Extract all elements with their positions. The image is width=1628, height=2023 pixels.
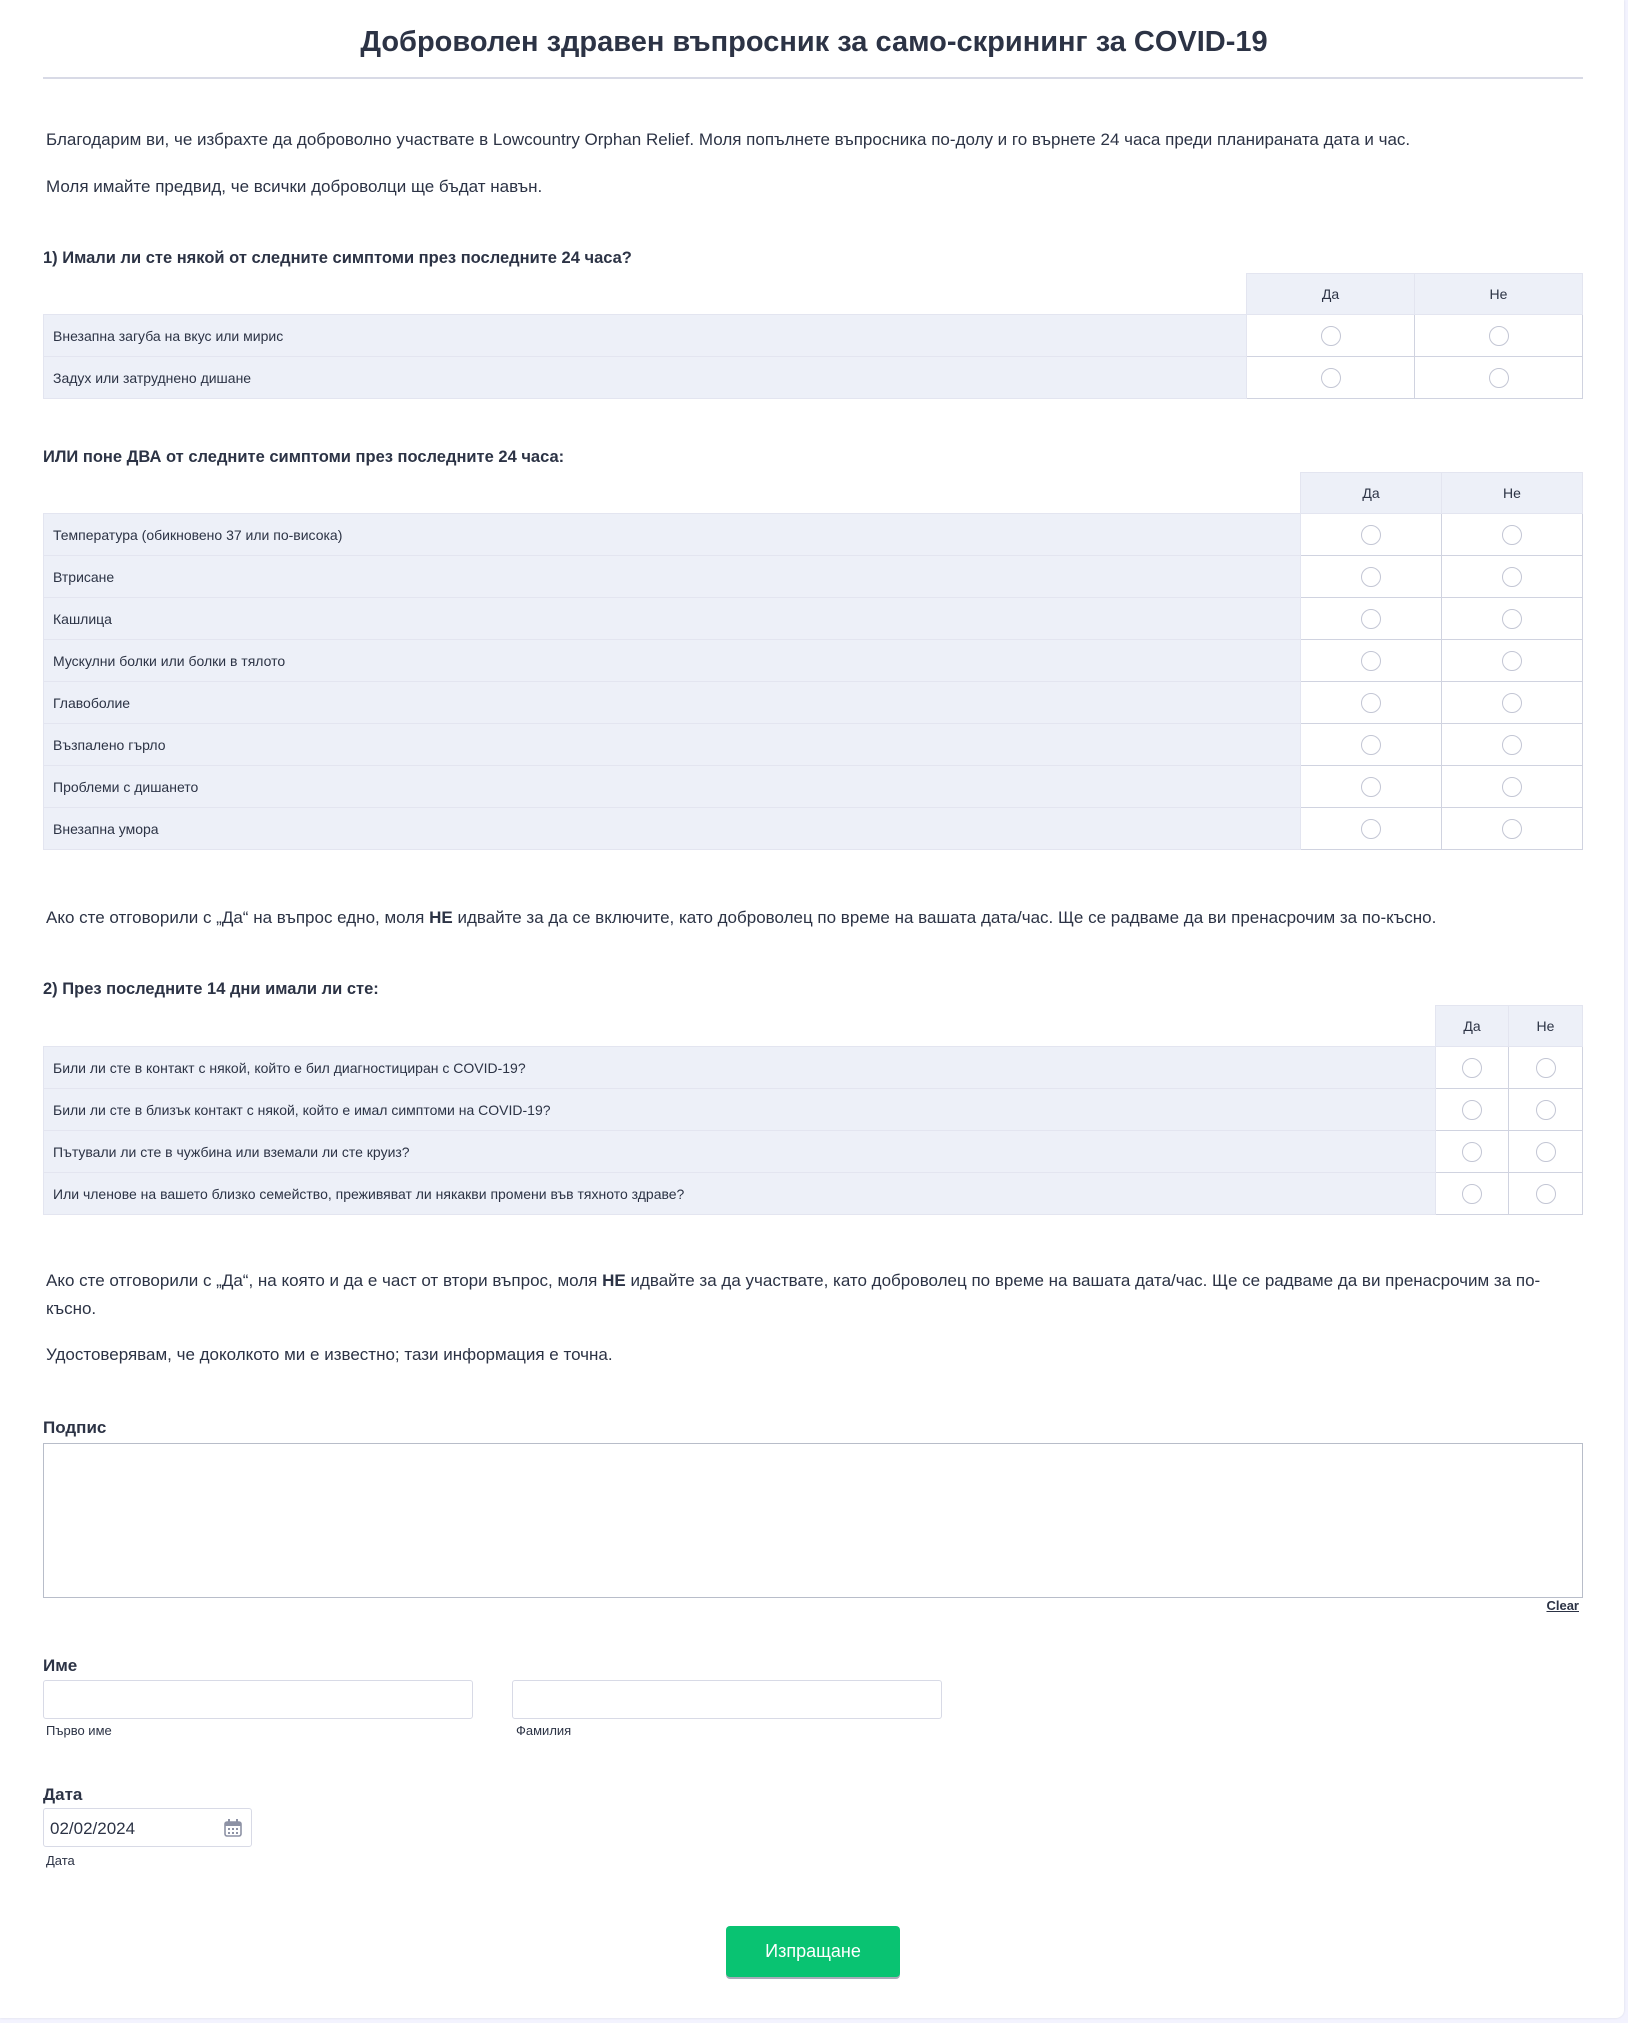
column-header: Не: [1415, 274, 1583, 315]
note-text: идвайте за да участвате, като доброволец по време на вашата дата/час. Ще се радваме да ви пренасрочим за по-късно.: [46, 1271, 1541, 1318]
radio-button[interactable]: [1361, 651, 1381, 671]
radio-button[interactable]: [1536, 1142, 1556, 1162]
radio-button[interactable]: [1502, 525, 1522, 545]
radio-button[interactable]: [1361, 567, 1381, 587]
radio-button[interactable]: [1462, 1142, 1482, 1162]
radio-button[interactable]: [1489, 368, 1509, 388]
note-question-1: [46, 904, 1576, 932]
note-text: Ако сте отговорили с „Да“, на която и да е част от втори въпрос, моля: [46, 1271, 603, 1290]
question-1b-heading: ИЛИ поне ДВА от следните симптоми през последните 24 часа:: [43, 448, 565, 466]
row-label: Температура (обикновено 37 или по-висока): [44, 514, 1301, 556]
column-header: Да: [1436, 1006, 1509, 1047]
radio-button[interactable]: [1489, 326, 1509, 346]
matrix-row: [44, 556, 1583, 598]
signature-label: Подпис: [43, 1418, 107, 1437]
intro-text: Благодарим ви, че избрахте да доброволно участвате в Lowcountry Orphan Relief. Моля попълнете въпросника по-долу и го върнете 24 часа преди планираната дата и час.: [46, 130, 1411, 149]
row-label: Втрисане: [44, 556, 1301, 598]
matrix-header-row: [44, 473, 1583, 514]
radio-button[interactable]: [1361, 693, 1381, 713]
matrix-q1: [43, 273, 1583, 399]
name-label: Име: [43, 1656, 78, 1675]
matrix-row: [44, 682, 1583, 724]
intro-note: Моля имайте предвид, че всички доброволци ще бъдат навън.: [46, 177, 543, 196]
radio-button[interactable]: [1361, 777, 1381, 797]
matrix-row: [44, 514, 1583, 556]
radio-button[interactable]: [1502, 651, 1522, 671]
matrix-row: [44, 808, 1583, 850]
date-label: Дата: [43, 1785, 83, 1804]
row-label: Възпалено гърло: [44, 724, 1301, 766]
radio-button[interactable]: [1502, 819, 1522, 839]
matrix-row: [44, 766, 1583, 808]
radio-button[interactable]: [1462, 1184, 1482, 1204]
row-label: Задух или затруднено дишане: [44, 357, 1247, 399]
matrix-q2: [43, 1005, 1583, 1215]
row-label: Или членове на вашето близко семейство, преживяват ли някакви промени във тяхното здраве?: [44, 1173, 1436, 1215]
radio-button[interactable]: [1462, 1100, 1482, 1120]
column-header: Не: [1509, 1006, 1583, 1047]
signature-pad[interactable]: [43, 1443, 1583, 1598]
column-header: Да: [1301, 473, 1442, 514]
matrix-header-row: [44, 274, 1583, 315]
note-question-2: [46, 1267, 1576, 1323]
radio-button[interactable]: [1536, 1184, 1556, 1204]
row-label: Били ли сте в близък контакт с някой, който е имал симптоми на COVID-19?: [44, 1089, 1436, 1131]
question-1-heading: 1) Имали ли сте някой от следните симптоми през последните 24 часа?: [43, 249, 632, 267]
radio-button[interactable]: [1361, 525, 1381, 545]
radio-button[interactable]: [1536, 1058, 1556, 1078]
first-name-sublabel: Първо име: [46, 1723, 112, 1738]
radio-button[interactable]: [1502, 735, 1522, 755]
signature-clear-link[interactable]: Clear: [1546, 1598, 1579, 1613]
radio-button[interactable]: [1321, 326, 1341, 346]
radio-button[interactable]: [1502, 693, 1522, 713]
question-2-heading: 2) През последните 14 дни имали ли сте:: [43, 980, 379, 998]
matrix-q1b: [43, 472, 1583, 850]
row-label: Кашлица: [44, 598, 1301, 640]
first-name-input[interactable]: [43, 1680, 473, 1719]
radio-button[interactable]: [1361, 819, 1381, 839]
page-title: Доброволен здравен въпросник за само-скрининг за COVID-19: [360, 26, 1268, 58]
row-label: Пътували ли сте в чужбина или вземали ли сте круиз?: [44, 1131, 1436, 1173]
matrix-row: [44, 1047, 1583, 1089]
matrix-row: [44, 598, 1583, 640]
column-header: Да: [1247, 274, 1415, 315]
row-label: Мускулни болки или болки в тялото: [44, 640, 1301, 682]
row-label: Внезапна загуба на вкус или мирис: [44, 315, 1247, 357]
submit-button[interactable]: Изпращане: [726, 1926, 900, 1977]
last-name-input[interactable]: [512, 1680, 942, 1719]
column-header: Не: [1442, 473, 1583, 514]
radio-button[interactable]: [1321, 368, 1341, 388]
radio-button[interactable]: [1502, 567, 1522, 587]
last-name-sublabel: Фамилия: [516, 1723, 572, 1738]
matrix-row: [44, 315, 1583, 357]
note-emphasis: НЕ: [602, 1271, 626, 1290]
matrix-row: [44, 1131, 1583, 1173]
matrix-row: [44, 1173, 1583, 1215]
title-divider: [43, 77, 1583, 79]
note-text: идвайте за да се включите, като доброволец по време на вашата дата/час. Ще се радваме да ви пренасрочим за по-късно.: [452, 908, 1437, 927]
matrix-row: [44, 1089, 1583, 1131]
matrix-header-row: [44, 1006, 1583, 1047]
date-value: 02/02/2024: [50, 1819, 136, 1838]
row-label: Проблеми с дишането: [44, 766, 1301, 808]
matrix-row: [44, 724, 1583, 766]
note-text: Ако сте отговорили с „Да“ на въпрос едно, моля: [46, 908, 430, 927]
date-input[interactable]: [43, 1808, 252, 1847]
radio-button[interactable]: [1536, 1100, 1556, 1120]
note-emphasis: НЕ: [429, 908, 453, 927]
row-label: Били ли сте в контакт с някой, който е бил диагностициран с COVID-19?: [44, 1047, 1436, 1089]
row-label: Главоболие: [44, 682, 1301, 724]
matrix-row: [44, 640, 1583, 682]
matrix-row: [44, 357, 1583, 399]
radio-button[interactable]: [1361, 609, 1381, 629]
certify-text: Удостоверявам, че доколкото ми е известно; тази информация е точна.: [46, 1345, 613, 1364]
radio-button[interactable]: [1361, 735, 1381, 755]
date-sublabel: Дата: [46, 1853, 75, 1868]
radio-button[interactable]: [1502, 609, 1522, 629]
radio-button[interactable]: [1502, 777, 1522, 797]
calendar-icon[interactable]: [224, 1819, 242, 1837]
row-label: Внезапна умора: [44, 808, 1301, 850]
radio-button[interactable]: [1462, 1058, 1482, 1078]
